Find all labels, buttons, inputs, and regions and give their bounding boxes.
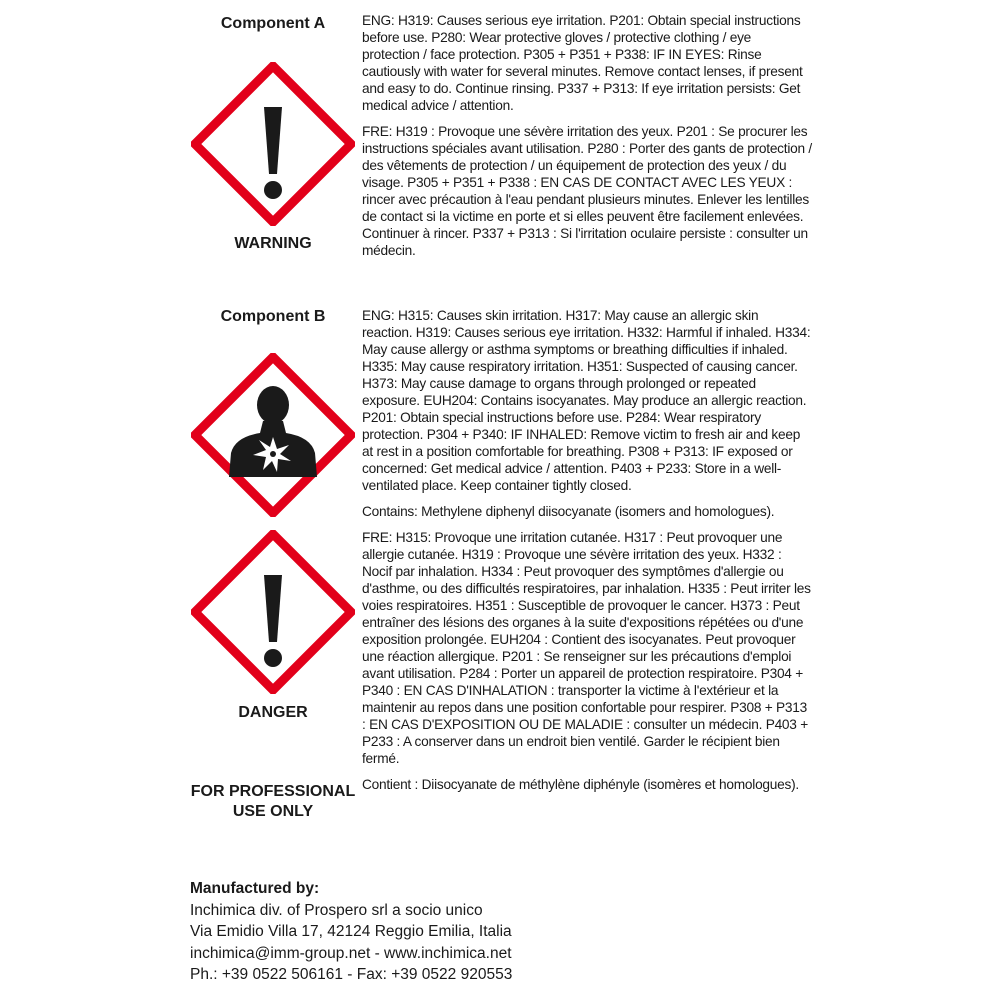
manufacturer-contact: inchimica@imm-group.net - www.inchimica.net [190,944,512,962]
component-a-eng-text: ENG: H319: Causes serious eye irritation. P201: Obtain special instructions before use. P280: Wear protective gloves / protective clothing / eye protection / face protection. P305 + P351 + P338: IF IN EYES: Rinse cautiously with water for several minutes. Remove contact lenses, if present and easy to do. Continue rinsing. P337 + P313: If eye irritation persists: Get medical advice / attention. [362,13,803,113]
component-b-text [362,307,812,793]
exclamation-mark-icon [191,530,355,694]
professional-use-notice [184,782,362,822]
signal-word-danger: DANGER [238,704,308,721]
component-a-fre-text: FRE: H319 : Provoque une sévère irritation des yeux. P201 : Se procurer les instructions spéciales avant utilisation. P280 : Porter des gants de protection / des vêtements de protection / un équipement de protection des yeux / du visage. P305 + P351 + P338 : EN CAS DE CONTACT AVEC LES YEUX : rincer avec précaution à l'eau pendant plusieurs minutes. Enlever les lentilles de contact si la victime en porte et si elles peuvent être facilement enlevées. Continuer à rincer. P337 + P313 : Si l'irritation oculaire persiste : consulter un médecin. [362,124,812,258]
manufacturer-block [190,878,690,986]
component-b-fre-text: FRE: H315: Provoque une irritation cutanée. H317 : Peut provoquer une allergie cutanée. H319 : Provoque une sévère irritation des yeux. H332 : Nocif par inhalation. H334 : Peut provoquer des symptômes d'allergie ou d'asthme, ou des difficultés respiratoires, par inhalation. H335 : Peut irriter les voies respiratoires. H351 : Susceptible de provoquer le cancer. H373 : Peut entraîner des lésions des organes à la suite d'expositions répétées ou d'une exposition prolongée. EUH204 : Contient des isocyanates. Peut provoquer une réaction allergique. P201 : Se renseigner sur les précautions d'emploi avant utilisation. P284 : Porter un appareil de protection respiratoire. P304 + P340 : EN CAS D'INHALATION : transporter la victime à l'extérieur et la maintenir au repos dans une position confortable pour respirer. P308 + P313 : EN CAS D'EXPOSITION OU DE MALADIE : consulter un médecin. P403 + P233 : A conserver dans un endroit bien ventilé. Garder le récipient bien fermé. [362,530,811,766]
component-b-contains-fre: Contient : Diisocyanate de méthylène diphényle (isomères et homologues). [362,777,799,792]
health-hazard-icon [191,353,355,517]
professional-use-line-2: USE ONLY [232,803,314,820]
component-a-heading: Component A [220,15,326,32]
manufacturer-title: Manufactured by: [190,880,320,897]
component-a-text [362,12,812,259]
manufacturer-phone: Ph.: +39 0522 506161 - Fax: +39 0522 920553 [190,966,513,983]
professional-use-line-1: FOR PROFESSIONAL [190,783,356,800]
component-b-eng-text: ENG: H315: Causes skin irritation. H317: May cause an allergic skin reaction. H319: Causes serious eye irritation. H332: Harmful if inhaled. H334: May cause allergy or asthma symptoms or breathing difficulties if inhaled. H335: May cause respiratory irritation. H351: Suspected of causing cancer. H373: May cause damage to organs through prolonged or repeated exposure. EUH204: Contains isocyanates. May produce an allergic reaction. P201: Obtain special instructions before use. P284: Wear respiratory protection. P304 + P340: IF INHALED: Remove victim to fresh air and keep at rest in a position comfortable for breathing. P308 + P313: IF exposed or concerned: Get medical advice / attention. P403 + P233: Store in a well-ventilated place. Keep container tightly closed. [362,308,811,493]
component-b-contains-eng: Contains: Methylene diphenyl diisocyanate (isomers and homologues). [362,504,775,519]
manufacturer-name: Inchimica div. of Prospero srl a socio unico [190,901,483,919]
manufacturer-address: Via Emidio Villa 17, 42124 Reggio Emilia, Italia [190,923,512,940]
signal-word-warning: WARNING [234,235,312,252]
component-b-heading: Component B [220,308,326,325]
exclamation-mark-icon [191,62,355,226]
